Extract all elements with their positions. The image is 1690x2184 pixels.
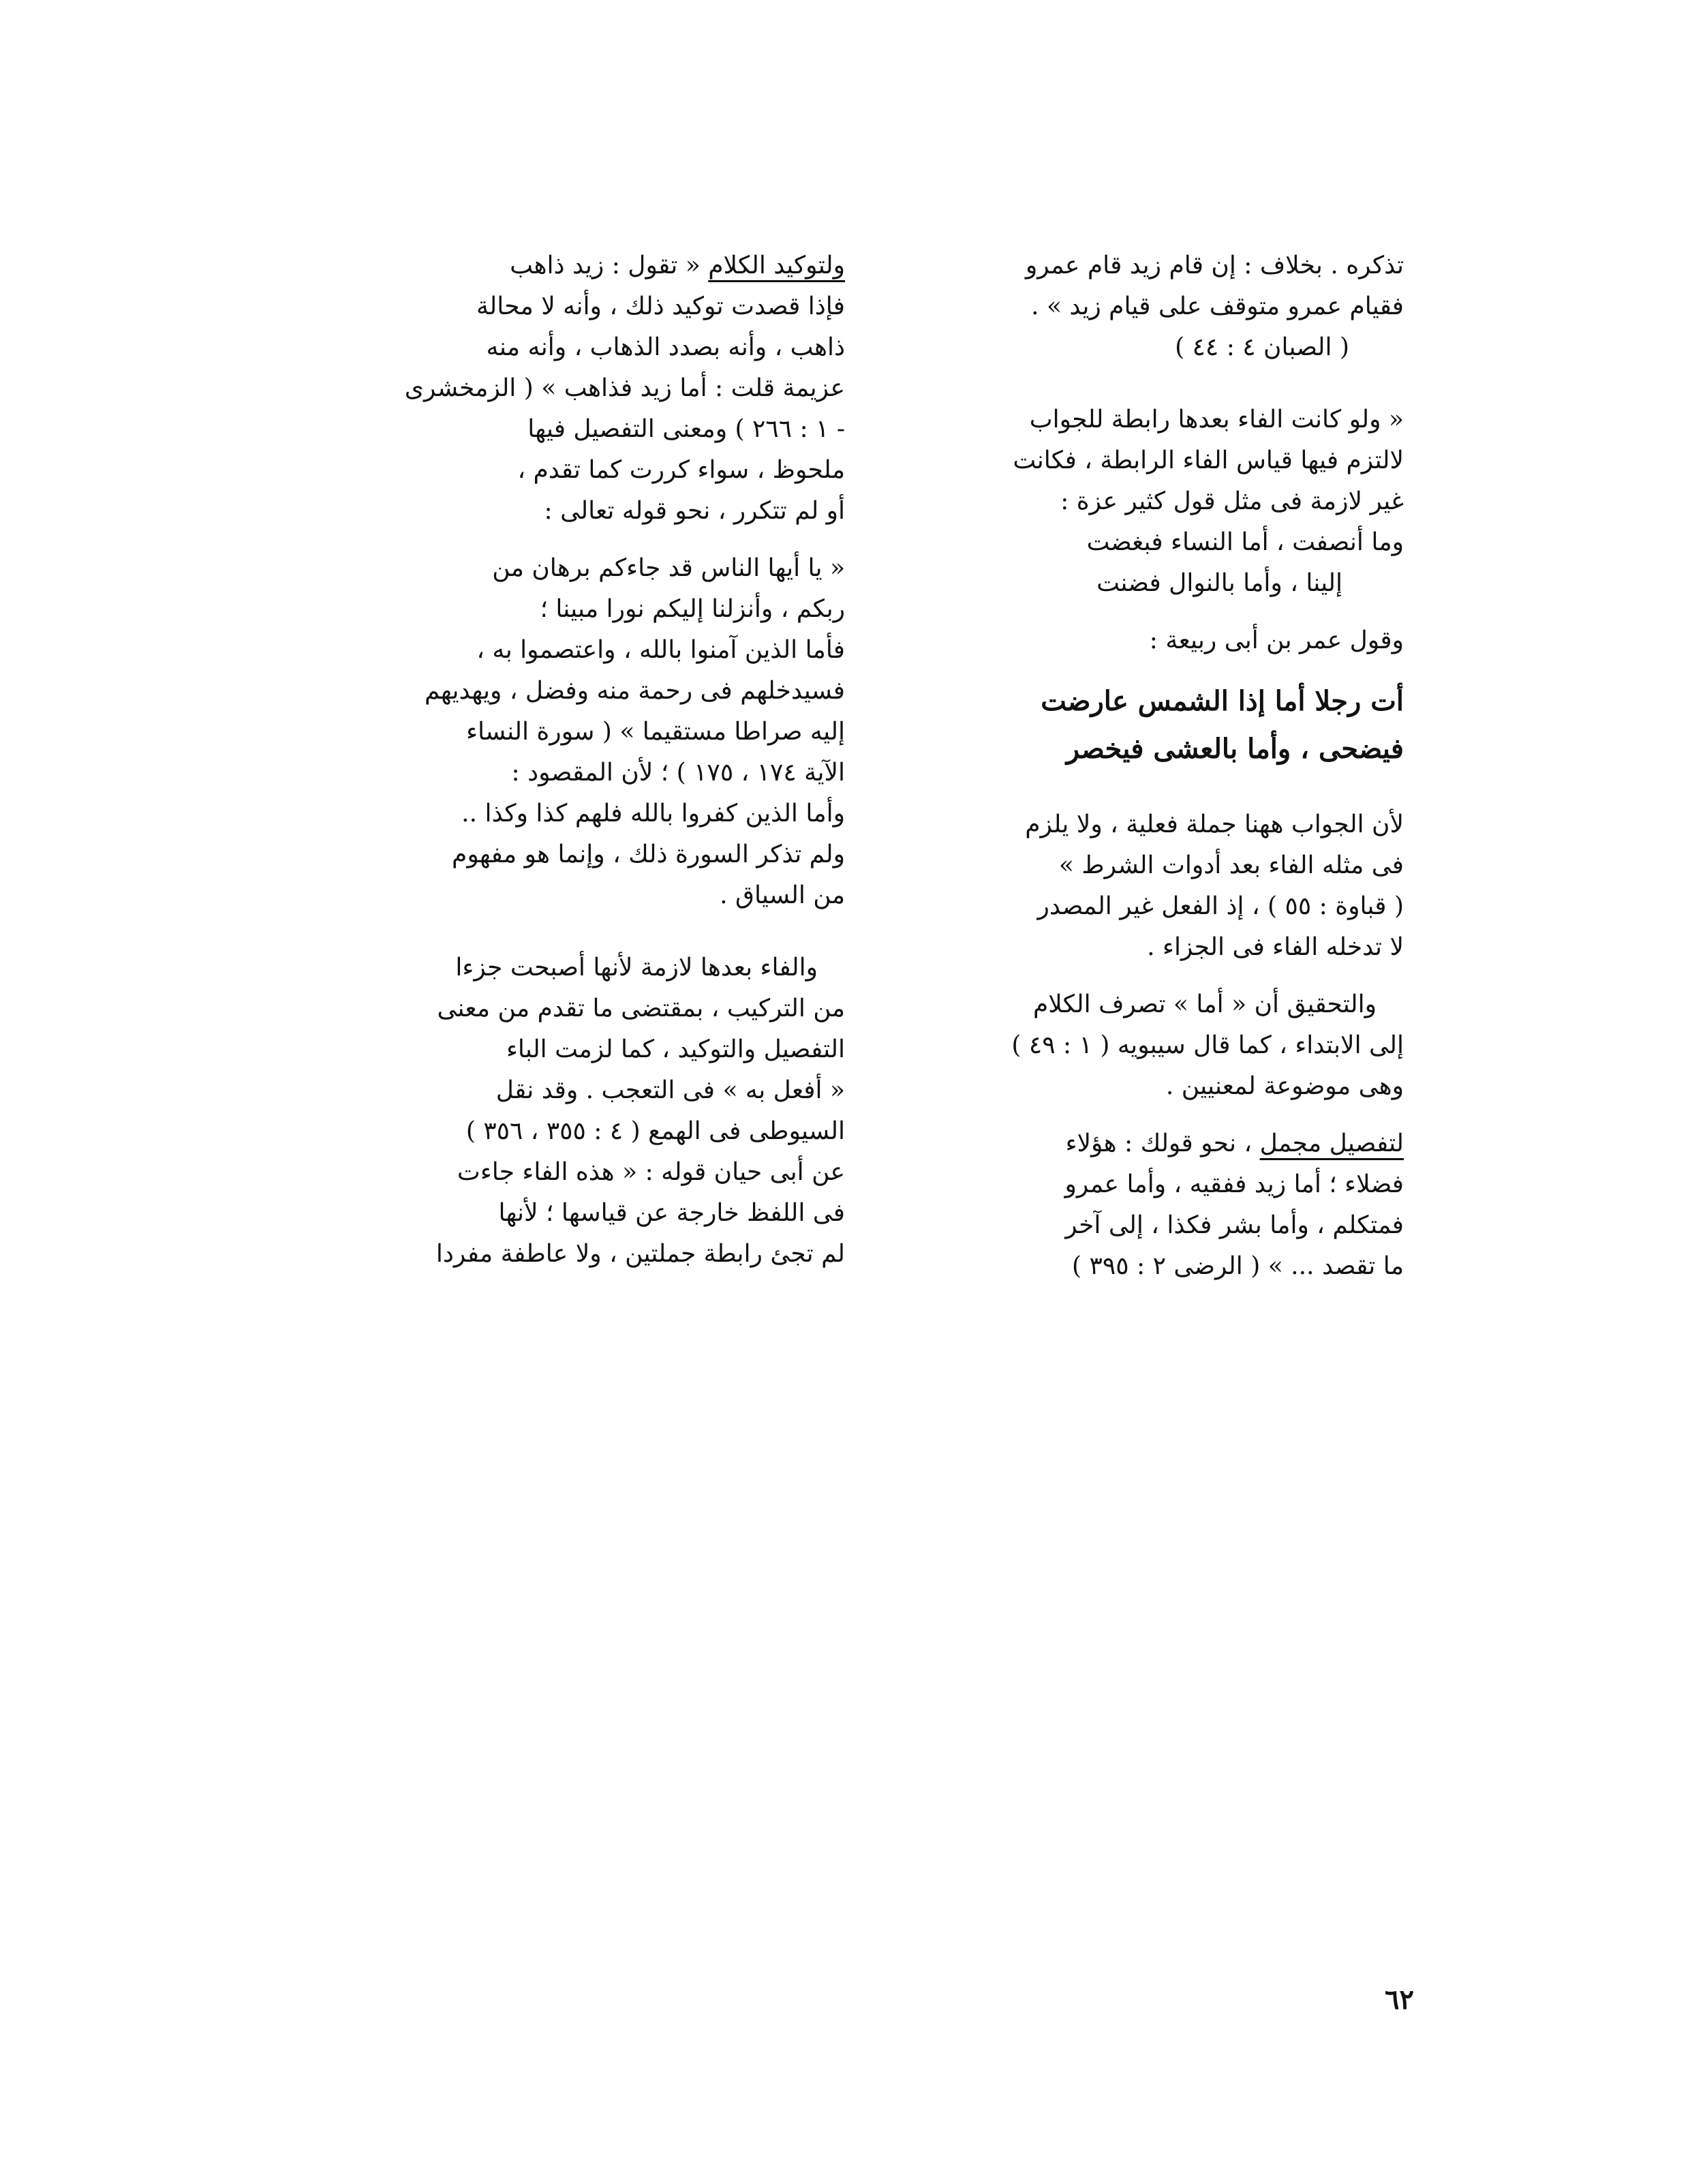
text-line: تذكره . بخلاف : إن قام زيد قام عمرو (1025, 252, 1404, 279)
verse-line: وما أنصفت ، أما النساء فبغضت (1086, 528, 1404, 556)
text-line: فإذا قصدت توكيد ذلك ، وأنه لا محالة (476, 292, 845, 320)
verse-line: إلينا ، وأما بالنوال فضنت (1096, 569, 1342, 597)
paragraph-gap (872, 1107, 1404, 1123)
text-line: الآية ١٧٤ ، ١٧٥ ) ؛ لأن المقصود : (511, 759, 845, 787)
text-line: فى اللفظ خارجة عن قياسها ؛ لأنها (498, 1199, 845, 1227)
citation-line: ( الصبان ٤ : ٤٤ ) (1175, 333, 1349, 361)
text-line: لا تدخله الفاء فى الجزاء . (1147, 933, 1404, 961)
paragraph-gap (872, 368, 1404, 399)
page-number: ٦٢ (1385, 1984, 1414, 2016)
text-line: لأن الجواب ههنا جملة فعلية ، ولا يلزم (1025, 810, 1404, 838)
text-line: ولم تذكر السورة ذلك ، وإنما هو مفهوم (452, 840, 845, 868)
paragraph-gap (872, 661, 1404, 678)
text-line: عزيمة قلت : أما زيد فذاهب » ( الزمخشرى (404, 374, 845, 402)
text-line: أو لم تتكرر ، نحو قوله تعالى : (544, 497, 845, 525)
section-lead: ولتوكيد الكلام (708, 252, 845, 279)
text-line: ملحوظ ، سواء كررت كما تقدم ، (517, 456, 845, 484)
verse-line: فيضحى ، وأما بالعشى فيخصر (1066, 733, 1404, 765)
text-line: فمتكلم ، وأما بشر فكذا ، إلى آخر (1065, 1211, 1404, 1239)
text-line: « يا أيها الناس قد جاءكم برهان من (492, 554, 845, 582)
text-line: ما تقصد ... » ( الرضى ٢ : ٣٩٥ ) (1072, 1252, 1404, 1280)
text-line: وأما الذين كفروا بالله فلهم كذا وكذا .. (461, 800, 845, 828)
text-line: فى مثله الفاء بعد أدوات الشرط » (1058, 851, 1404, 879)
text-line: - ١ : ٢٦٦ ) ومعنى التفصيل فيها (527, 415, 845, 443)
text-span: « تقول : زيد ذاهب (510, 252, 701, 279)
text-line: من التركيب ، بمقتضى ما تقدم من معنى (437, 995, 845, 1022)
text-line: ( قباوة : ٥٥ ) ، إذ الفعل غير المصدر (1037, 892, 1404, 920)
text-line: وهى موضوعة لمعنيين . (1165, 1072, 1404, 1100)
text-line: فقيام عمرو متوقف على قيام زيد » . (1031, 292, 1404, 320)
text-line (300, 245, 845, 286)
text-line: غير لازمة فى مثل قول كثير عزة : (1060, 487, 1404, 515)
text-line: والتحقيق أن « أما » تصرف الكلام (1033, 990, 1377, 1018)
paragraph-gap (872, 773, 1404, 804)
text-span: ، نحو قولك : هؤلاء (1065, 1129, 1253, 1157)
paragraph-gap (300, 532, 845, 548)
text-line: من السياق . (720, 881, 845, 909)
paragraph-gap (872, 604, 1404, 620)
text-line: لالتزم فيها قياس الفاء الرابطة ، فكانت (1013, 446, 1404, 474)
text-line: « أفعل به » فى التعجب . وقد نقل (495, 1076, 845, 1104)
right-column (872, 245, 1404, 1287)
text-line: عن أبى حيان قوله : « هذه الفاء جاءت (457, 1158, 845, 1186)
text-line: « ولو كانت الفاء بعدها رابطة للجواب (1029, 406, 1404, 434)
left-column (300, 245, 845, 1275)
paragraph-gap (872, 968, 1404, 984)
text-line: ربكم ، وأنزلنا إليكم نورا مبينا ؛ (540, 595, 845, 623)
text-line (872, 1123, 1404, 1164)
text-line: والفاء بعدها لازمة لأنها أصبحت جزءا (455, 954, 818, 982)
text-line: فضلاء ؛ أما زيد ففقيه ، وأما عمرو (1064, 1170, 1404, 1198)
text-line: لم تجئ رابطة جملتين ، ولا عاطفة مفردا (435, 1240, 845, 1268)
text-line: التفصيل والتوكيد ، كما لزمت الباء (506, 1035, 845, 1063)
text-line: إلى الابتداء ، كما قال سيبويه ( ١ : ٤٩ ) (1011, 1031, 1404, 1059)
verse-line: أت رجلا أما إذا الشمس عارضت (1041, 685, 1404, 717)
paragraph-gap (300, 916, 845, 947)
text-line: إليه صراطا مستقيما » ( سورة النساء (466, 718, 845, 746)
section-lead: لتفصيل مجمل (1259, 1129, 1404, 1157)
text-line: فسيدخلهم فى رحمة منه وفضل ، ويهديهم (424, 677, 845, 705)
text-line: فأما الذين آمنوا بالله ، واعتصموا به ، (476, 636, 845, 664)
text-line: السيوطى فى الهمع ( ٤ : ٣٥٥ ، ٣٥٦ ) (465, 1117, 845, 1145)
verse-intro: وقول عمر بن أبى ربيعة : (1149, 626, 1404, 654)
text-line: ذاهب ، وأنه بصدد الذهاب ، وأنه منه (486, 333, 845, 361)
